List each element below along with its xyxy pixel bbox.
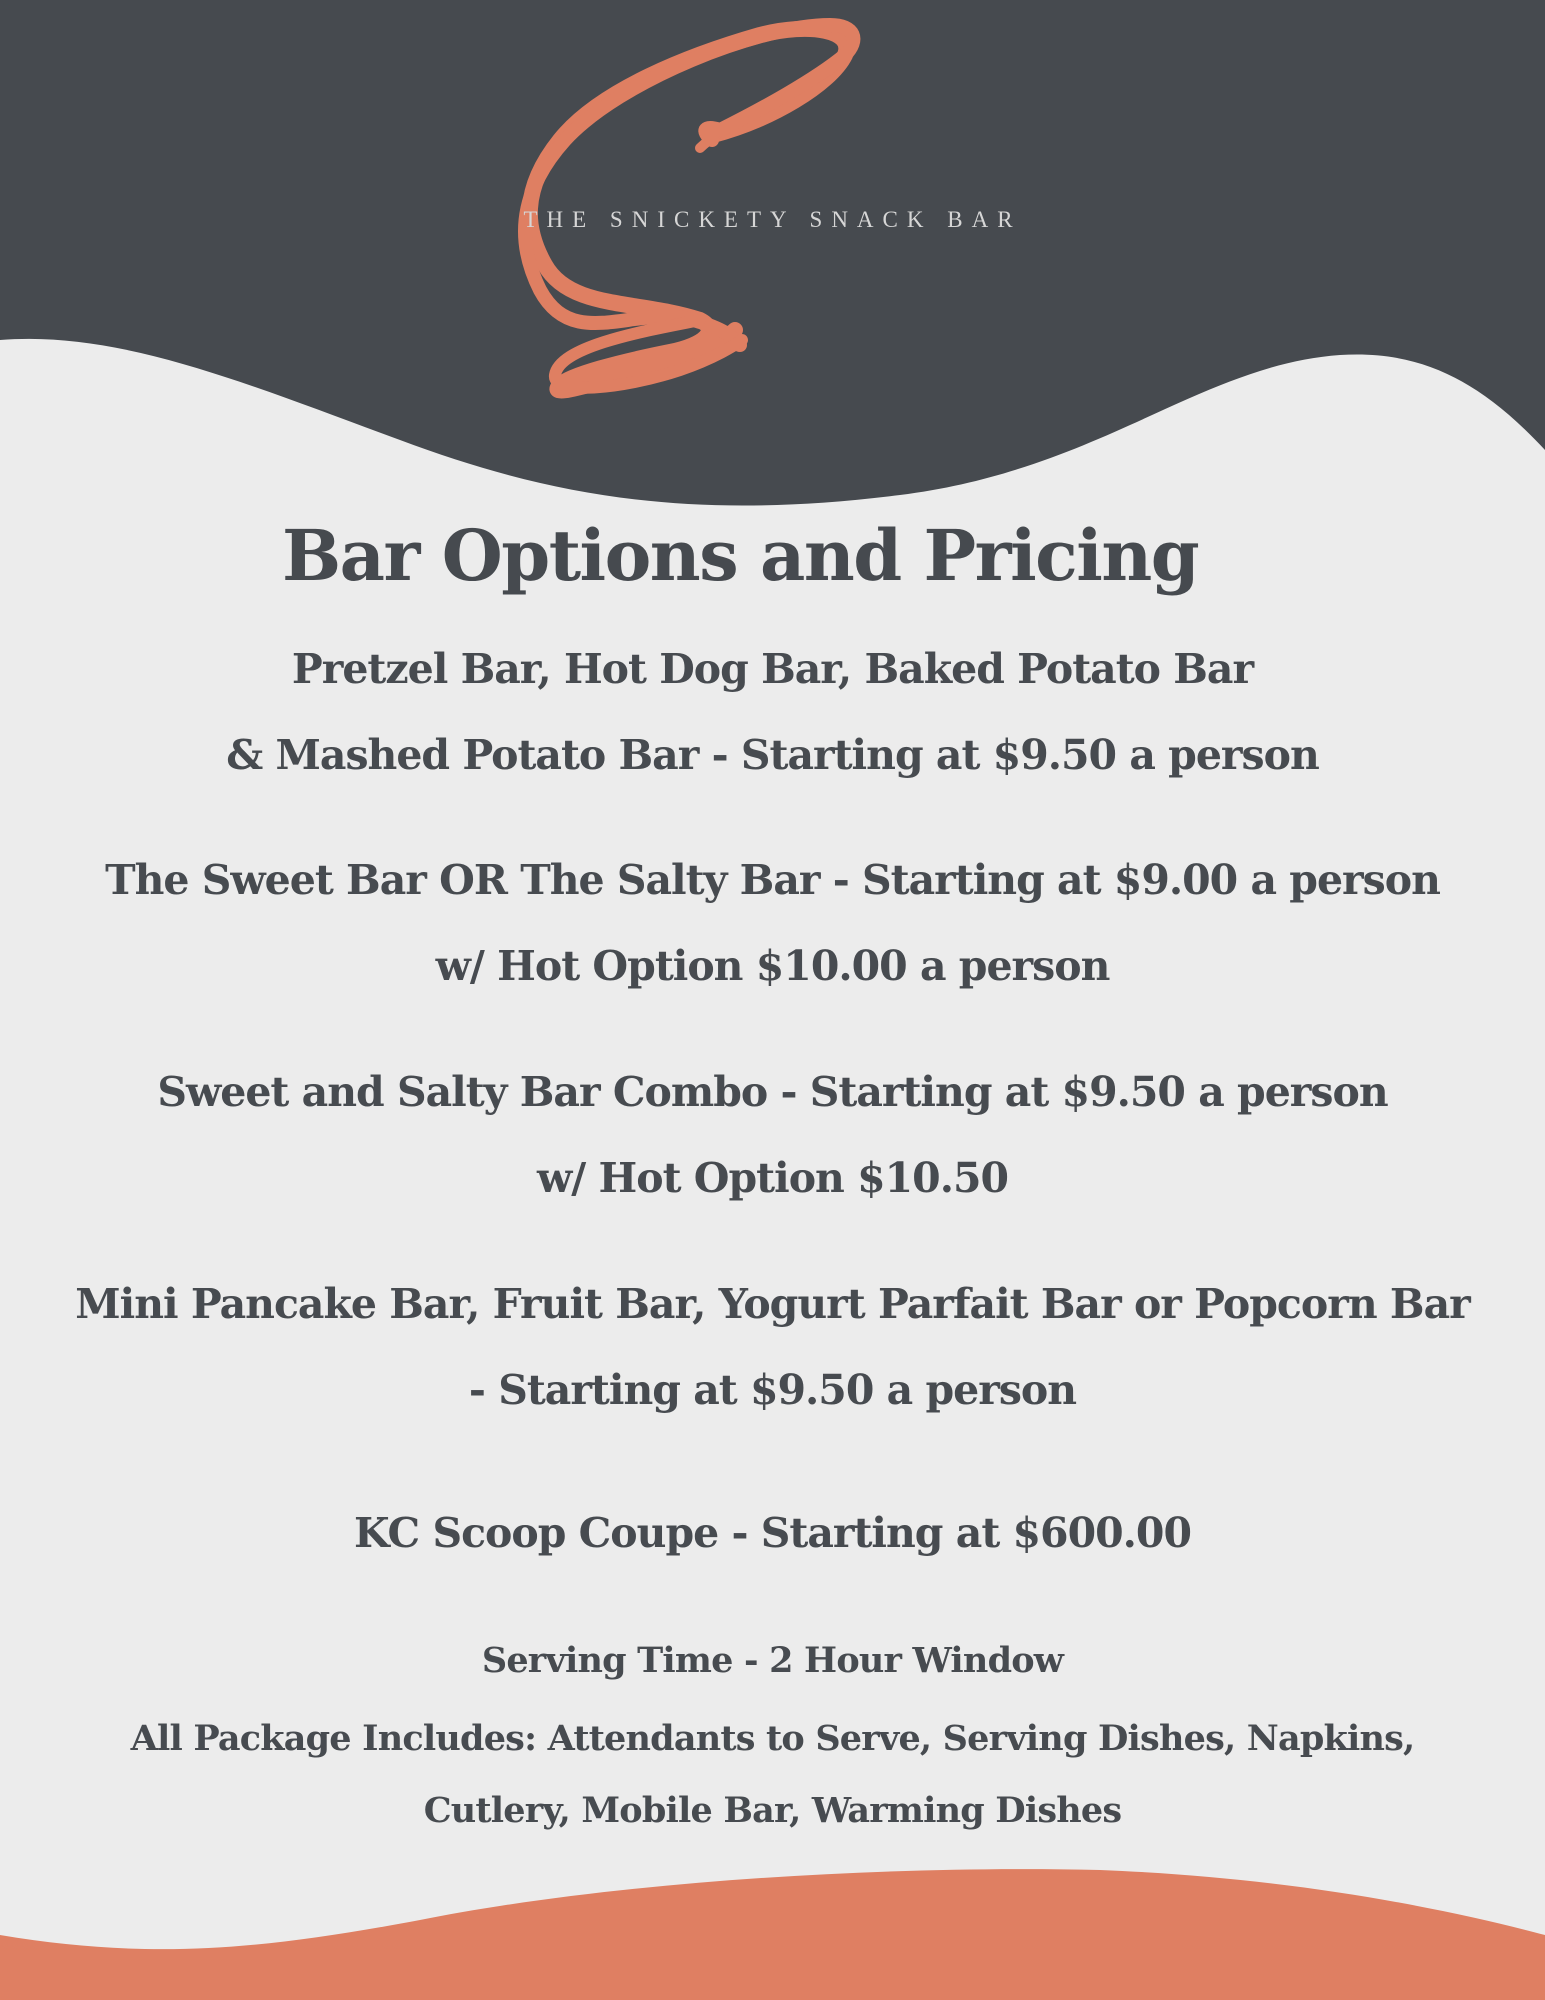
section-combo-line-1: Sweet and Salty Bar Combo - Starting at $9.50 a person xyxy=(157,1068,1388,1116)
section-pretzel-line-1: Pretzel Bar, Hot Dog Bar, Baked Potato Bar xyxy=(291,645,1254,693)
brand-name: THE SNICKETY SNACK BAR xyxy=(523,207,1022,232)
includes-line-1: All Package Includes: Attendants to Serve, Serving Dishes, Napkins, xyxy=(130,1718,1415,1759)
section-pretzel-line-2: & Mashed Potato Bar - Starting at $9.50 a person xyxy=(226,731,1319,779)
footer-wave xyxy=(0,1869,1545,2000)
header-wave xyxy=(0,0,1545,506)
section-sweet-salty-line-2: w/ Hot Option $10.00 a person xyxy=(435,942,1110,990)
serving-time: Serving Time - 2 Hour Window xyxy=(481,1640,1064,1681)
includes-line-2: Cutlery, Mobile Bar, Warming Dishes xyxy=(423,1790,1122,1831)
section-kc-scoop: KC Scoop Coupe - Starting at $600.00 xyxy=(354,1509,1191,1557)
section-pancake-line-2: - Starting at $9.50 a person xyxy=(468,1366,1077,1414)
section-combo-line-2: w/ Hot Option $10.50 xyxy=(536,1154,1009,1202)
page-title: Bar Options and Pricing xyxy=(282,514,1199,597)
section-sweet-salty-line-1: The Sweet Bar OR The Salty Bar - Starting at $9.00 a person xyxy=(105,856,1440,904)
section-pancake-line-1: Mini Pancake Bar, Fruit Bar, Yogurt Parfait Bar or Popcorn Bar xyxy=(75,1280,1470,1328)
